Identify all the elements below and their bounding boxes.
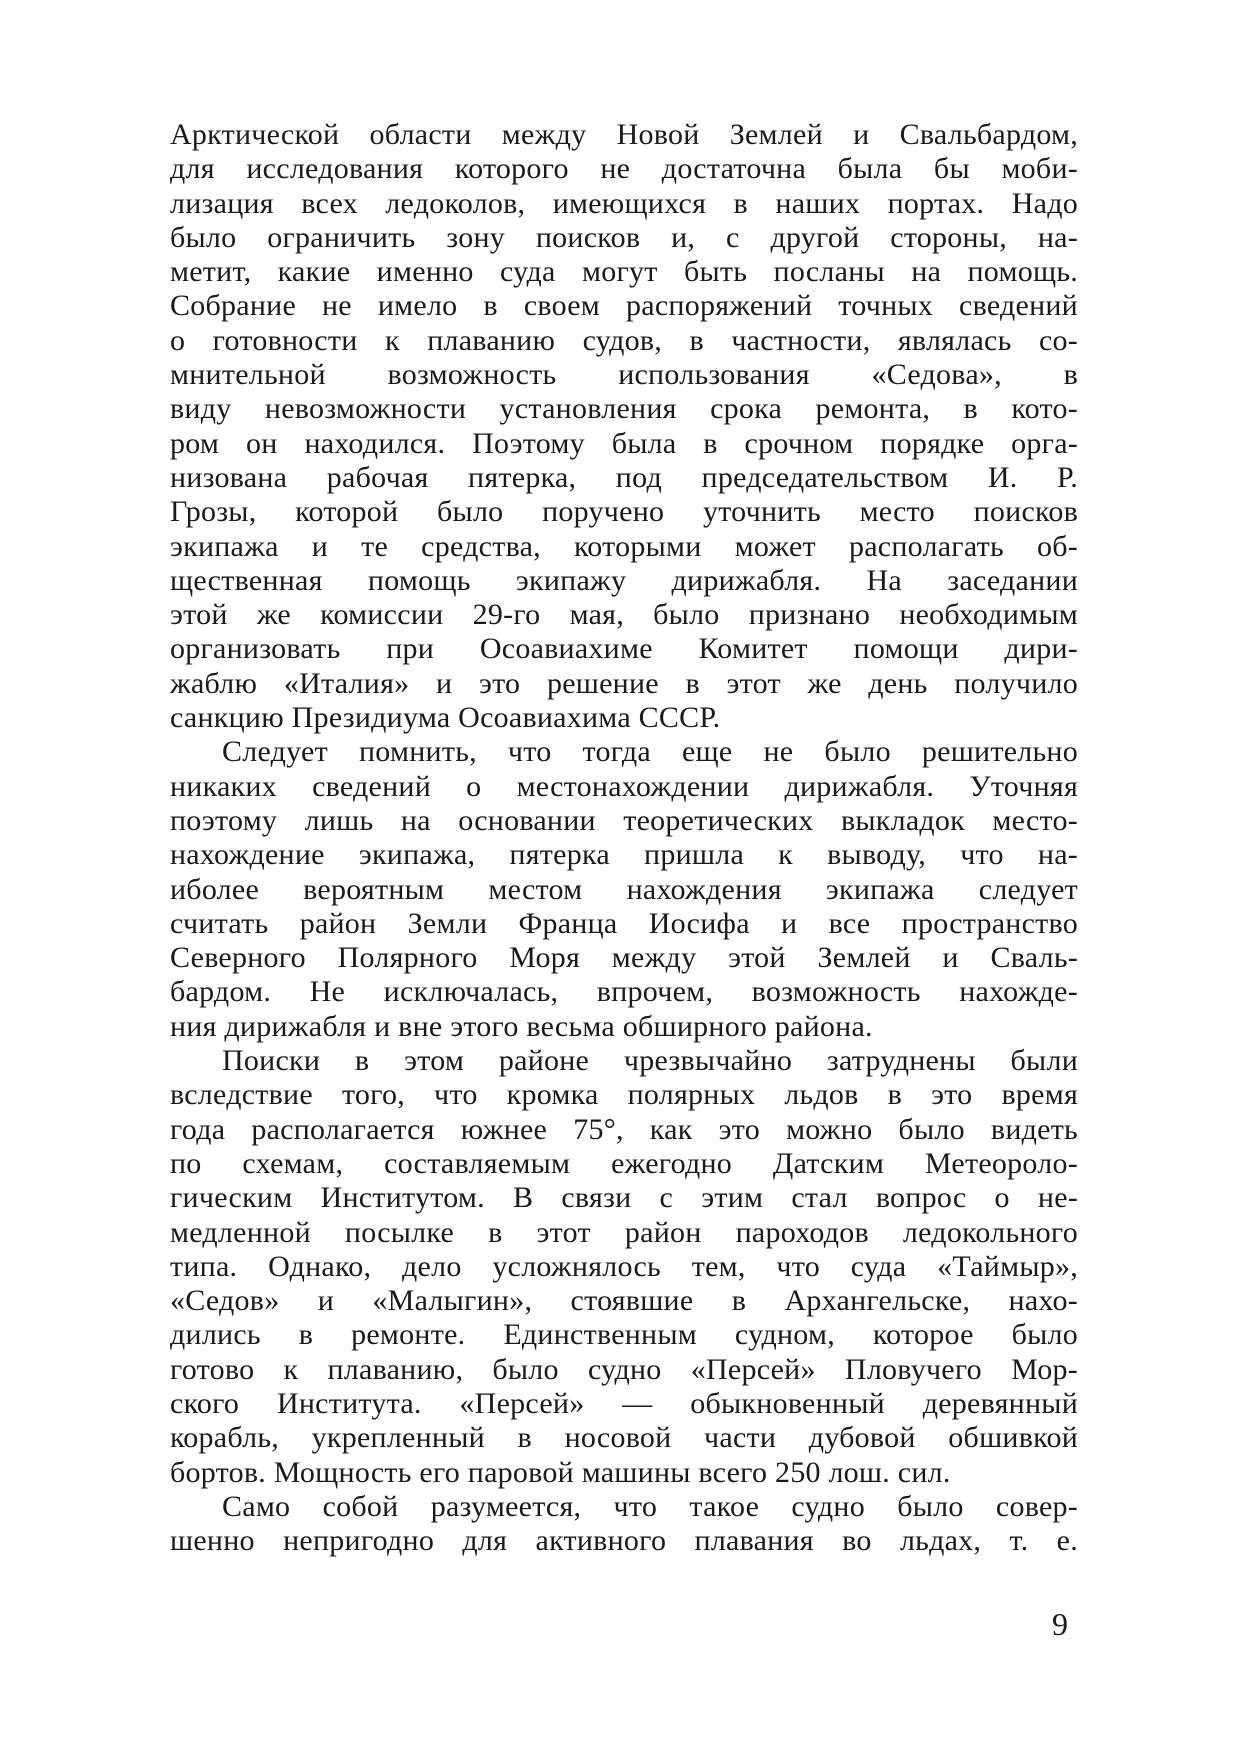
text-line: Собрание не имело в своем распоряжений точных сведений: [170, 289, 1078, 323]
text-line: низована рабочая пятерка, под председательством И. Р.: [170, 460, 1078, 494]
text-line: этой же комиссии 29-го мая, было признано необходимым: [170, 598, 1078, 632]
text-line: бортов. Мощность его паровой машины всего 250 лош. сил.: [170, 1455, 951, 1489]
text-line: ром он находился. Поэтому была в срочном порядке орга-: [170, 426, 1078, 460]
text-line: ского Института. «Персей» — обыкновенный деревянный: [170, 1386, 1078, 1420]
text-line: для исследования которого не достаточна была бы моби-: [170, 152, 1078, 186]
text-line: Поиски в этом районе чрезвычайно затруднены были: [222, 1044, 1078, 1078]
text-line: лизация всех ледоколов, имеющихся в наших портах. Надо: [170, 186, 1078, 220]
text-line: ния дирижабля и вне этого весьма обширного района.: [170, 1009, 873, 1043]
text-line: Грозы, которой было поручено уточнить место поисков: [170, 495, 1078, 529]
text-line: мнительной возможность использования «Седова», в: [170, 358, 1078, 392]
text-line: санкцию Президиума Осоавиахима СССР.: [170, 701, 721, 735]
text-line: типа. Однако, дело усложнялось тем, что суда «Таймыр»,: [170, 1249, 1078, 1283]
text-line: нахождение экипажа, пятерка пришла к выводу, что на-: [170, 838, 1078, 872]
text-line: метит, какие именно суда могут быть посланы на помощь.: [170, 255, 1078, 289]
text-line: «Седов» и «Малыгин», стоявшие в Архангельске, нахо-: [170, 1284, 1078, 1318]
text-line: дились в ремонте. Единственным судном, которое было: [170, 1318, 1078, 1352]
paragraph: [170, 735, 1078, 1044]
text-line: организовать при Осоавиахиме Комитет помощи дири-: [170, 632, 1078, 666]
text-line: было ограничить зону поисков и, с другой стороны, на-: [170, 220, 1078, 254]
text-line: готово к плаванию, было судно «Персей» Пловучего Мор-: [170, 1352, 1078, 1386]
page-number: 9: [1052, 1606, 1068, 1642]
text-line: вследствие того, что кромка полярных льдов в это время: [170, 1078, 1078, 1112]
text-line: Само собой разумеется, что такое судно было совер-: [222, 1489, 1078, 1523]
text-line: Арктической области между Новой Землей и Свальбардом,: [170, 118, 1078, 151]
text-line: гическим Институтом. В связи с этим стал вопрос о не-: [170, 1181, 1078, 1215]
text-line: иболее вероятным местом нахождения экипажа следует: [170, 872, 1078, 906]
text-line: по схемам, составляемым ежегодно Датским Метеороло-: [170, 1146, 1078, 1180]
text-line: считать район Земли Франца Иосифа и все пространство: [170, 906, 1078, 940]
text-line: поэтому лишь на основании теоретических выкладок место-: [170, 803, 1078, 837]
text-line: Северного Полярного Моря между этой Землей и Сваль-: [170, 941, 1078, 975]
text-line: года располагается южнее 75°, как это можно было видеть: [170, 1112, 1078, 1146]
text-line: экипажа и те средства, которыми может располагать об-: [170, 529, 1078, 563]
text-line: виду невозможности установления срока ремонта, в кото-: [170, 392, 1078, 426]
text-line: бардом. Не исключалась, впрочем, возможность нахожде-: [170, 975, 1078, 1009]
paragraph: [170, 1490, 1078, 1559]
text-line: Следует помнить, что тогда еще не было решительно: [222, 735, 1078, 769]
text-line: жаблю «Италия» и это решение в этот же день получило: [170, 666, 1078, 700]
paragraph: [170, 118, 1078, 735]
text-line: корабль, укрепленный в носовой части дубовой обшивкой: [170, 1421, 1078, 1455]
text-line: о готовности к плаванию судов, в частности, являлась со-: [170, 323, 1078, 357]
text-line: шенно непригодно для активного плавания во льдах, т. е.: [170, 1524, 1078, 1558]
body-text: [170, 118, 1078, 1558]
text-line: никаких сведений о местонахождении дирижабля. Уточняя: [170, 769, 1078, 803]
text-line: медленной посылке в этот район пароходов ледокольного: [170, 1215, 1078, 1249]
paragraph: [170, 1044, 1078, 1490]
text-line: щественная помощь экипажу дирижабля. На заседании: [170, 563, 1078, 597]
